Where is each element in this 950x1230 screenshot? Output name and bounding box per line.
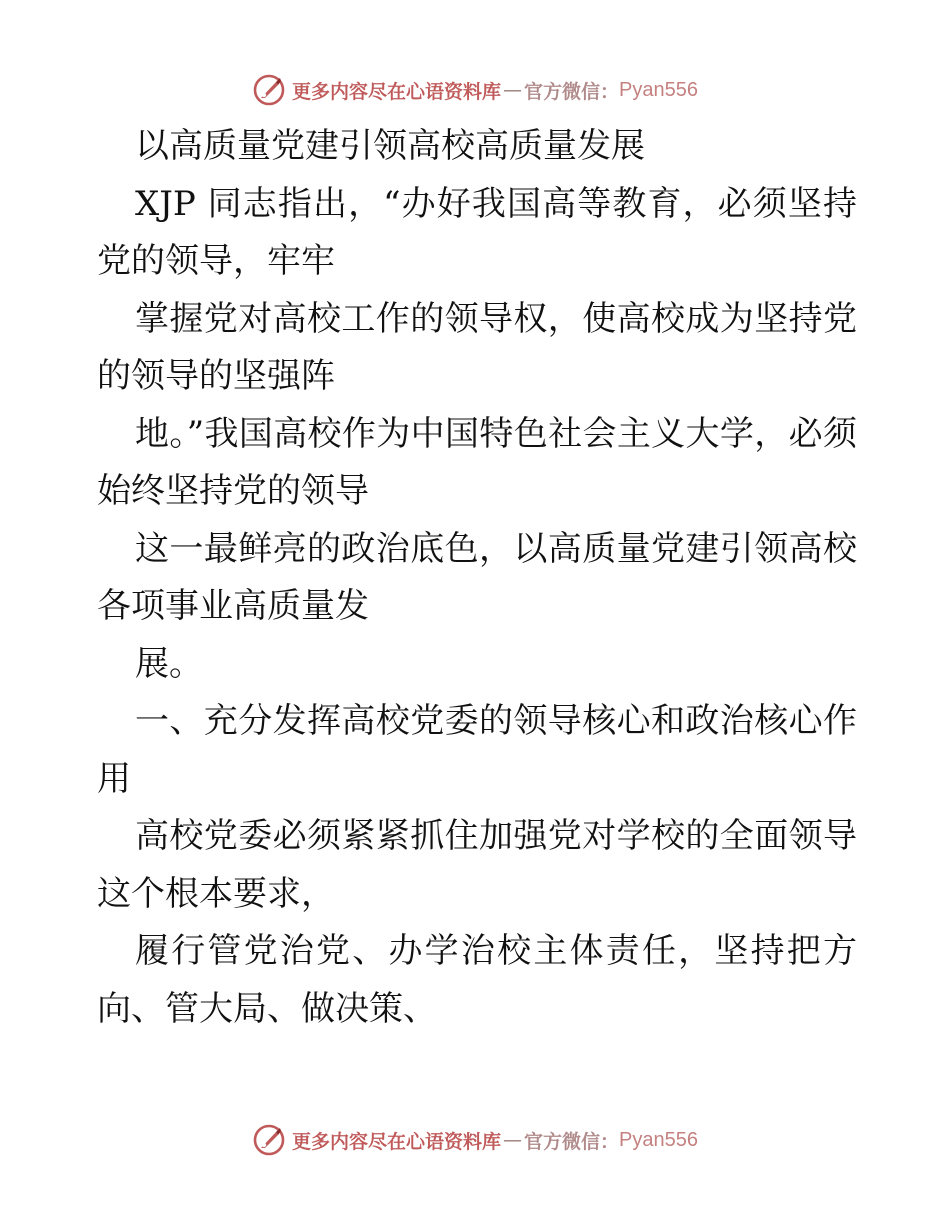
watermark-separator: — — [503, 1129, 523, 1151]
watermark-text: 更多内容尽在心语资料库 — [292, 1130, 502, 1153]
paragraph-3: 地。”我国高校作为中国特色社会主义大学，必须始终坚持党的领导 — [97, 413, 857, 511]
wechat-label: 官方微信： — [524, 1130, 620, 1153]
paragraph-1: XJP 同志指出，“办好我国高等教育，必须坚持党的领导，牢牢 — [97, 183, 857, 281]
paragraph-6: 高校党委必须紧紧抓住加强党对学校的全面领导这个根本要求， — [97, 816, 857, 914]
wechat-id: Pyan556 — [619, 78, 698, 101]
wechat-id: Pyan556 — [619, 1128, 698, 1151]
paragraph-5: 展。 — [135, 643, 203, 684]
header-watermark — [0, 70, 950, 110]
document-body — [97, 118, 857, 1038]
wechat-label: 官方微信： — [524, 80, 620, 103]
paragraph-4: 这一最鲜亮的政治底色，以高质量党建引领高校各项事业高质量发 — [97, 528, 857, 626]
footer-watermark — [0, 1120, 950, 1160]
paragraph-2: 掌握党对高校工作的领导权，使高校成为坚持党的领导的坚强阵 — [97, 298, 857, 396]
feather-circle-logo-icon — [252, 1123, 286, 1157]
section-heading-1: 一、充分发挥高校党委的领导核心和政治核心作用 — [97, 701, 857, 799]
paragraph-7: 履行管党治党、办学治校主体责任，坚持把方向、管大局、做决策、 — [97, 931, 857, 1029]
document-title: 以高质量党建引领高校高质量发展 — [135, 126, 645, 166]
feather-circle-logo-icon — [252, 73, 286, 107]
watermark-separator: — — [503, 79, 523, 101]
watermark-text: 更多内容尽在心语资料库 — [292, 80, 502, 103]
